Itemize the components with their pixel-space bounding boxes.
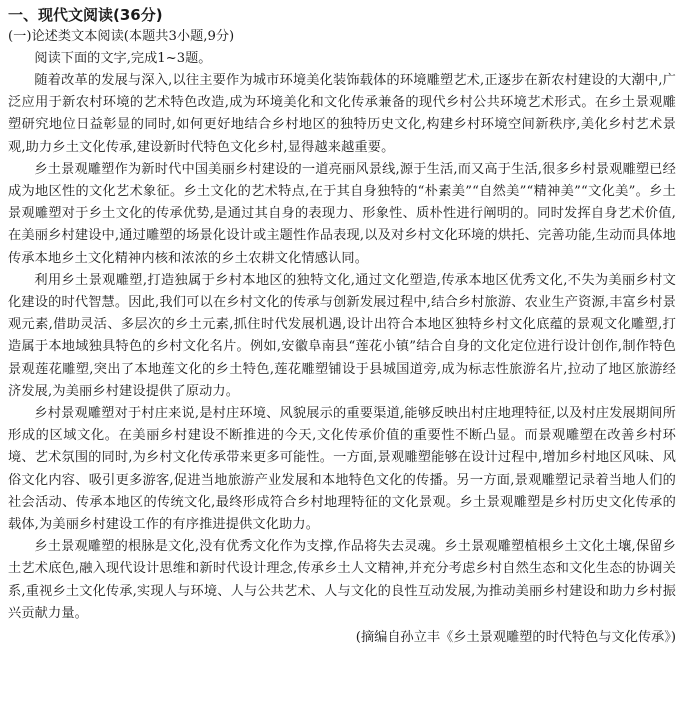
article-paragraph-4: 乡村景观雕塑对于村庄来说,是村庄环境、风貌展示的重要渠道,能够反映出村庄地理特征,以及村庄发展期间所形成的区域文化。在美丽乡村建设不断推进的今天,文化传承价值的重要性不断凸显。而景观雕塑在改善乡村环境、艺术氛围的同时,为乡村文化传承带来更多可能性。一方面,景观雕塑能够在设计过程中,增加乡村地区风味、风俗文化内容、吸引更多游客,促进当地旅游产业发展和本地特色文化的传播。另一方面,景观雕塑记录着当地人们的社会活动、传承本地区的传统文化,最终形成符合乡村地理特征的文化景观。乡土景观雕塑是乡村历史文化传承的载体,为美丽乡村建设工作的有序推进提供文化助力。: [8, 406, 676, 533]
subsection-title: (一)论述类文本阅读(本题共3小题,9分): [8, 29, 235, 44]
article-paragraph-3: 利用乡土景观雕塑,打造独属于乡村本地区的独特文化,通过文化塑造,传承本地区优秀文化,不失为美丽乡村文化建设的时代智慧。因此,我们可以在乡村文化的传承与创新发展过程中,结合乡村旅游、农业生产资源,丰富乡村景观元素,借助灵活、多层次的乡土元素,抓住时代发展机遇,设计出符合本地区独特乡村文化底蕴的景观文化雕塑,打造属于本地域独具特色的乡村文化名片。例如,安徽阜南县“莲花小镇”结合自身的文化定位进行设计创作,制作特色景观莲花雕塑,突出了本地莲文化的乡土特色,莲花雕塑铺设于县城国道旁,成为标志性旅游名片,拉动了地区旅游经济发展,为美丽乡村建设提供了原动力。: [8, 272, 676, 399]
section-title: 一、现代文阅读(36分): [8, 6, 163, 24]
article-paragraph-5: 乡土景观雕塑的根脉是文化,没有优秀文化作为支撑,作品将失去灵魂。乡土景观雕塑植根乡土文化土壤,保留乡土艺术底色,融入现代设计思维和新时代设计理念,传承乡土人文精神,并充分考虑乡村自然生态和文化生态的协调关系,重视乡土文化传承,实现人与环境、人与公共艺术、人与文化的良性互动发展,为推动美丽乡村建设和助力乡村振兴贡献力量。: [8, 539, 676, 621]
reading-instruction: 阅读下面的文字,完成1~3题。: [34, 51, 212, 66]
article-paragraph-1: 随着改革的发展与深入,以往主要作为城市环境美化装饰载体的环境雕塑艺术,正逐步在新农村建设的大潮中,广泛应用于新农村环境的艺术特色改造,成为环境美化和文化传承兼备的现代乡村公共环境艺术形式。在乡土景观雕塑研究地位日益彰显的同时,如何更好地结合乡村地区的独特历史文化,构建乡村环境空间新秩序,美化乡村艺术景观,助力乡土文化传承,建设新时代特色文化乡村,显得越来越重要。: [8, 73, 676, 155]
source-citation: (摘编自孙立丰《乡土景观雕塑的时代特色与文化传承》): [355, 630, 676, 646]
article-body: [8, 70, 676, 625]
article-paragraph-2: 乡土景观雕塑作为新时代中国美丽乡村建设的一道亮丽风景线,源于生活,而又高于生活,很多乡村景观雕塑已经成为地区性的文化艺术象征。乡土文化的艺术特点,在于其自身独特的“朴素美”“自然美”“精神美”“文化美”。乡土景观雕塑对于乡土文化的传承优势,是通过其自身的表现力、形象性、质朴性进行阐明的。同时发挥自身艺术价值,在美丽乡村建设中,通过雕塑的场景化设计或主题性作品表现,以及对乡村文化环境的烘托、完善功能,生动而具体地传承本地乡土文化精神内核和浓浓的乡土农耕文化情感认同。: [8, 161, 676, 266]
